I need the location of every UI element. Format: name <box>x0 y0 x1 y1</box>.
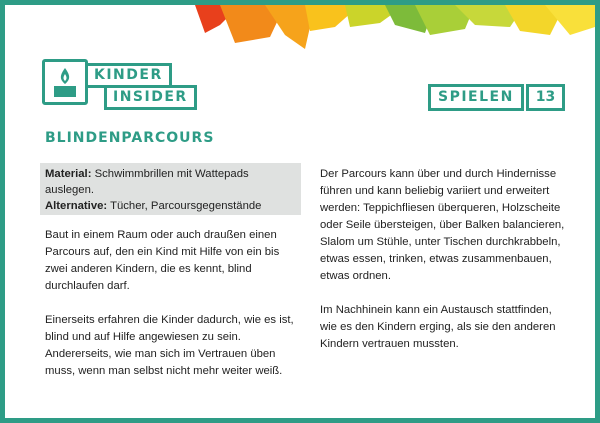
material-line <box>45 166 296 198</box>
alternative-line <box>45 198 296 214</box>
logo-word-insider: INSIDER <box>104 85 197 110</box>
paragraph: Baut in einem Raum oder auch draußen einen Parcours auf, den ein Kind mit Hilfe von ein bis zwei anderen Kindern, die es kennt, blind durchlaufen darf. <box>45 229 280 292</box>
material-text: Schwimmbrillen mit Wattepads auslegen. <box>45 168 249 196</box>
material-box <box>40 163 301 215</box>
candle-icon <box>42 59 88 105</box>
alternative-label: Alternative: <box>45 200 108 212</box>
paragraph: Im Nachhinein kann ein Austausch stattfinden, wie es den Kindern erging, als sie den anderen Kindern vertrauen mussten. <box>320 304 556 350</box>
category-label: SPIELEN <box>428 84 524 111</box>
page-title: BLINDENPARCOURS <box>45 130 215 146</box>
left-column <box>45 227 303 397</box>
kinder-insider-logo <box>42 59 192 115</box>
decorative-banner <box>5 5 595 53</box>
material-label: Material: <box>45 168 92 180</box>
card-number: 13 <box>526 84 565 111</box>
alternative-text: Tücher, Parcoursgegenstände <box>110 200 262 212</box>
logo-word-kinder: KINDER <box>85 63 172 88</box>
paragraph: Der Parcours kann über und durch Hindernisse führen und kann beliebig variiert und erweitert werden: Teppichfliesen überqueren, Holzscheite oder Seile übersteigen, über Balken balancieren, Slalom um Stühle, unter Tischen durchkrabbeln, etwas essen, trinken, etwas zusammenbauen, etwas ordnen. <box>320 168 565 282</box>
paragraph: Einerseits erfahren die Kinder dadurch, wie es ist, blind und auf Hilfe angewiesen zu sein. Andererseits, wie man sich im Vertrauen üben muss, wenn man selbst nicht mehr weiter weiß. <box>45 314 294 377</box>
right-column <box>320 166 568 370</box>
